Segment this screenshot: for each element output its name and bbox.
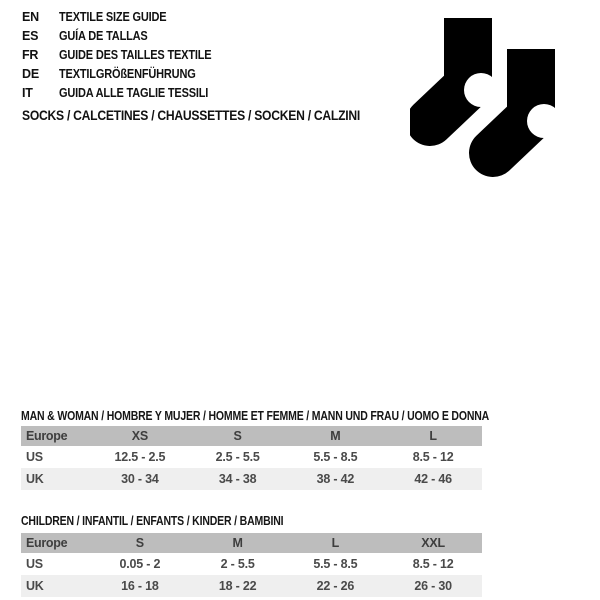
- table-title-adults: [21, 409, 578, 423]
- size-cell: 0.05 - 2: [119, 557, 161, 571]
- language-list: [22, 7, 232, 102]
- language-row: [22, 26, 232, 45]
- language-row: [22, 83, 232, 102]
- sock-left-shape: [430, 18, 498, 122]
- row-label: UK: [26, 579, 44, 593]
- row-label: UK: [26, 472, 44, 486]
- size-cell: 34 - 38: [218, 472, 257, 486]
- socks-icon: [410, 10, 560, 180]
- size-cell: 8.5 - 12: [412, 450, 454, 464]
- header-cell-region: Europe: [26, 429, 68, 443]
- size-cell: 18 - 22: [218, 579, 257, 593]
- category-heading-text: SOCKS / CALCETINES / CHAUSSETTES / SOCKEN / CALZINI: [22, 108, 360, 123]
- language-row: [22, 64, 232, 83]
- size-cell: 5.5 - 8.5: [313, 450, 358, 464]
- table-title-adults-text: MAN & WOMAN / HOMBRE Y MUJER / HOMME ET FEMME / MANN UND FRAU / UOMO E DONNA: [21, 409, 490, 423]
- size-cell: 5.5 - 8.5: [313, 557, 358, 571]
- header-cell-size: S: [233, 429, 242, 443]
- header-cell-size: S: [135, 536, 144, 550]
- table-title-children-text: CHILDREN / INFANTIL / ENFANTS / KINDER / BAMBINI: [21, 514, 284, 528]
- category-heading: [22, 108, 397, 123]
- language-label: GUIDA ALLE TAGLIE TESSILI: [59, 85, 209, 100]
- table-header-row: [21, 533, 482, 553]
- header-cell-size: M: [330, 429, 341, 443]
- size-cell: 26 - 30: [414, 579, 452, 593]
- size-table-children: [21, 533, 482, 597]
- size-cell: 16 - 18: [121, 579, 159, 593]
- row-label: US: [26, 557, 43, 571]
- language-row: [22, 7, 232, 26]
- size-table-adults: [21, 426, 482, 490]
- language-code: EN: [22, 9, 39, 24]
- language-label: GUIDE DES TAILLES TEXTILE: [59, 47, 212, 62]
- header-cell-size: M: [232, 536, 243, 550]
- language-label: TEXTILE SIZE GUIDE: [59, 9, 167, 24]
- size-cell: 2.5 - 5.5: [215, 450, 260, 464]
- language-label: GUÍA DE TALLAS: [59, 28, 148, 43]
- sock-right-shape: [493, 43, 560, 153]
- language-row: [22, 45, 232, 64]
- language-code: FR: [22, 47, 39, 62]
- language-code: DE: [22, 66, 39, 81]
- size-cell: 38 - 42: [316, 472, 355, 486]
- size-cell: 2 - 5.5: [220, 557, 255, 571]
- table-row-us: [21, 446, 482, 468]
- header-cell-size: L: [331, 536, 340, 550]
- language-code: ES: [22, 28, 39, 43]
- size-cell: 42 - 46: [414, 472, 452, 486]
- header-cell-size: XXL: [421, 536, 445, 550]
- size-cell: 30 - 34: [121, 472, 159, 486]
- table-row-us: [21, 553, 482, 575]
- language-code: IT: [22, 85, 33, 100]
- header-cell-size: L: [429, 429, 437, 443]
- size-cell: 22 - 26: [316, 579, 355, 593]
- table-row-uk: [21, 575, 482, 597]
- table-row-uk: [21, 468, 482, 490]
- table-header-row: [21, 426, 482, 446]
- header-cell-size: XS: [131, 429, 149, 443]
- row-label: US: [26, 450, 43, 464]
- size-cell: 12.5 - 2.5: [114, 450, 166, 464]
- table-title-children: [21, 514, 333, 528]
- size-cell: 8.5 - 12: [412, 557, 454, 571]
- header-cell-region: Europe: [26, 536, 68, 550]
- language-label: TEXTILGRÖßENFÜHRUNG: [59, 66, 196, 81]
